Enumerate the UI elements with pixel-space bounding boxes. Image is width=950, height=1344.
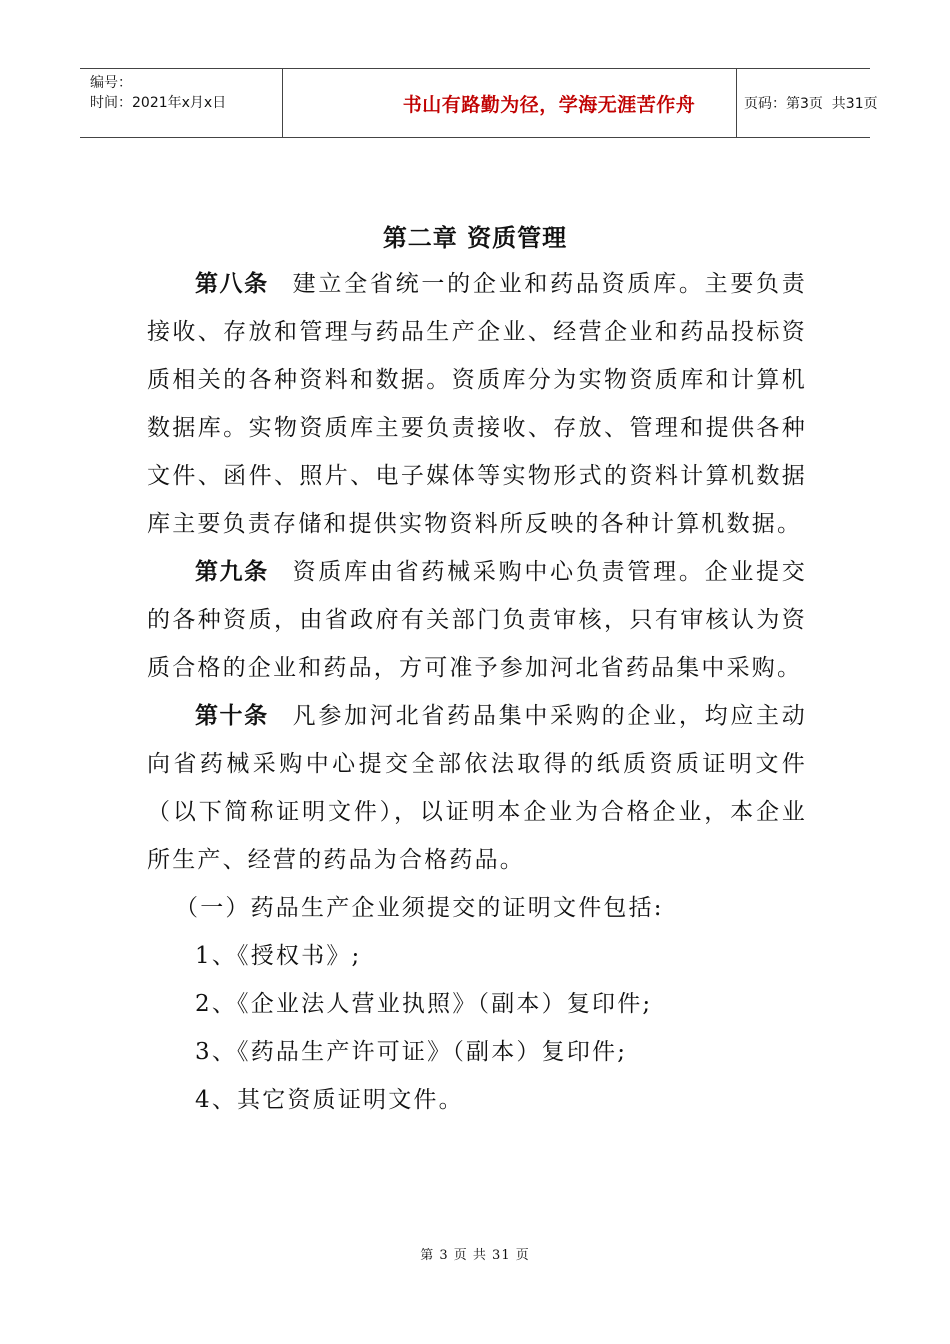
article-label: 第八条 — [195, 271, 269, 297]
header-meta — [90, 73, 280, 113]
article-8 — [147, 260, 807, 548]
page-footer: 第 3 页 共 31 页 — [420, 1248, 530, 1263]
article-text: 凡参加河北省药品集中采购的企业，均应主动向省药械采购中心提交全部依法取得的纸质资质证明文件（以下简称证明文件），以证明本企业为合格企业，本企业所生产、经营的药品为合格药品。 — [147, 703, 808, 873]
chapter-title: 第二章 资质管理 — [382, 224, 568, 252]
list-item: 1、《授权书》; — [195, 943, 362, 969]
list-item: 4、其它资质证明文件。 — [195, 1087, 464, 1113]
header-divider — [282, 69, 283, 137]
article-9 — [147, 548, 807, 692]
serial-number-label: 编号： — [90, 75, 132, 91]
list-item: 3、《药品生产许可证》（副本）复印件; — [195, 1039, 628, 1065]
document-header — [80, 68, 878, 138]
sub-heading: （一）药品生产企业须提交的证明文件包括: — [175, 895, 664, 921]
date-label: 时间：2021年x月x日 — [90, 95, 227, 111]
document-body — [147, 260, 807, 1124]
list-item: 2、《企业法人营业执照》（副本）复印件; — [195, 991, 653, 1017]
header-divider — [736, 69, 737, 137]
article-label: 第十条 — [195, 703, 269, 729]
article-label: 第九条 — [195, 559, 269, 585]
header-page-info: 页码：第3页 共31页 — [744, 96, 878, 112]
article-text: 建立全省统一的企业和药品资质库。主要负责接收、存放和管理与药品生产企业、经营企业和药品投标资质相关的各种资料和数据。资质库分为实物资质库和计算机数据库。实物资质库主要负责接收、存放、管理和提供各种文件、函件、照片、电子媒体等实物形式的资料计算机数据库主要负责存储和提供实物资料所反映的各种计算机数据。 — [147, 271, 808, 537]
article-10 — [147, 692, 807, 884]
header-motto: 书山有路勤为径，学海无涯苦作舟 — [402, 93, 696, 116]
article-text: 资质库由省药械采购中心负责管理。企业提交的各种资质，由省政府有关部门负责审核，只有审核认为资质合格的企业和药品，方可准予参加河北省药品集中采购。 — [147, 559, 808, 681]
